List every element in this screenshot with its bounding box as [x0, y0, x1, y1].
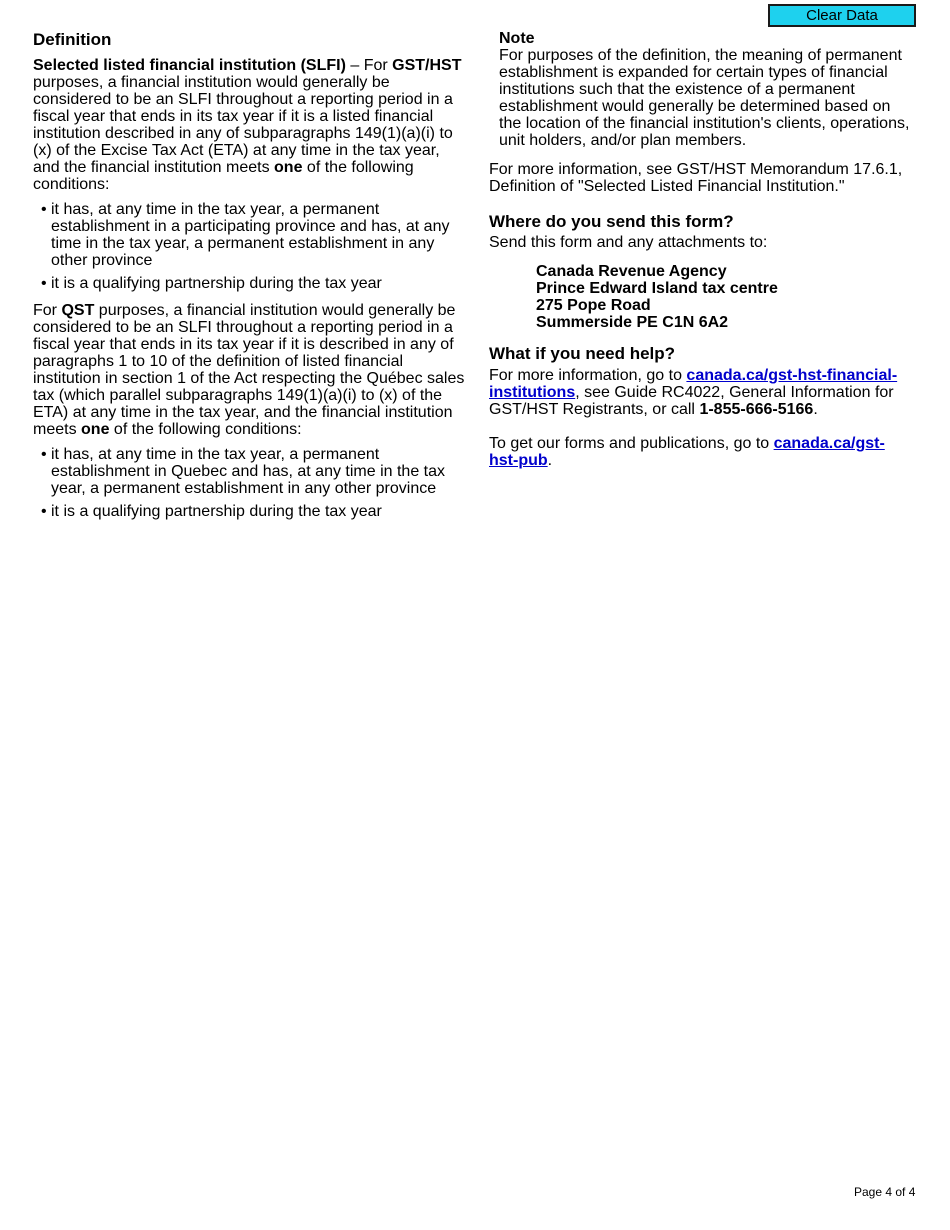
text: of the following conditions:	[109, 421, 302, 438]
gst-conditions-list	[33, 201, 465, 292]
note-heading: Note	[499, 30, 535, 47]
text: purposes, a financial institution would generally be considered to be an SLFI throughout a reporting period in a fiscal year that ends in its tax year if it is described in any of paragraphs 1 to 10 of the definition of listed financial institution in section 1 of the Act respecting the Québec sales tax (which parallel subparagraphs 149(1)(a)(i) to (x) of the ETA) at any time in the tax year, and the financial institution meets	[33, 302, 465, 438]
text: purposes, a financial institution would generally be considered to be an SLFI throughout a reporting period in a fiscal year that ends in its tax year if it is a listed financial institution described in any of subparagraphs 149(1)(a)(i) to (x) of the Excise Tax Act (ETA) at any time in the tax year, and the financial institution meets	[33, 74, 453, 176]
mailing-address	[536, 263, 914, 331]
address-line: Summerside PE C1N 6A2	[536, 314, 729, 331]
clear-data-button[interactable]: Clear Data	[768, 4, 916, 27]
definition-column	[33, 30, 465, 526]
qst-conditions-list	[33, 446, 465, 520]
note-body: For purposes of the definition, the meaning of permanent establishment is expanded for certain types of financial institutions such that the existence of a permanent establishment would generally be determined based on the location of the financial institution's clients, operations, unit holders, and/or plan members.	[499, 47, 910, 149]
forms-publications-link[interactable]: canada.ca/gst-hst-pub	[489, 435, 885, 469]
list-item: • it has, at any time in the tax year, a permanent establishment in Quebec and has, at any time in the tax year, a permanent establishment in any other province	[33, 446, 465, 497]
text: To get our forms and publications, go to	[489, 435, 774, 452]
qst-term: QST	[61, 302, 95, 319]
forms-paragraph	[489, 435, 914, 469]
slfi-qst-paragraph	[33, 302, 465, 438]
memorandum-reference: For more information, see GST/HST Memorandum 17.6.1, Definition of "Selected Listed Financial Institution."	[489, 161, 903, 195]
list-item: • it has, at any time in the tax year, a permanent establishment in a participating province and has, at any time in the tax year, a permanent establishment in any other province	[33, 201, 465, 269]
one-emphasis: one	[274, 159, 303, 176]
page-number: Page 4 of 4	[854, 1185, 916, 1199]
note-block	[489, 30, 914, 149]
send-heading: Where do you send this form?	[489, 212, 734, 231]
list-item: • it is a qualifying partnership during the tax year	[33, 503, 465, 520]
phone-number: 1-855-666-5166	[699, 401, 814, 418]
text: .	[547, 452, 553, 469]
send-intro: Send this form and any attachments to:	[489, 234, 768, 251]
text: – For	[345, 57, 393, 74]
address-line: Prince Edward Island tax centre	[536, 280, 778, 297]
slfi-term: Selected listed financial institution (SLFI)	[33, 57, 346, 74]
text: .	[813, 401, 818, 418]
list-item: • it is a qualifying partnership during the tax year	[33, 275, 465, 292]
definition-heading: Definition	[33, 30, 112, 49]
one-emphasis: one	[81, 421, 110, 438]
help-heading: What if you need help?	[489, 344, 676, 363]
slfi-gst-paragraph	[33, 57, 465, 193]
address-line: Canada Revenue Agency	[536, 263, 727, 280]
help-paragraph	[489, 367, 914, 418]
text: of the following conditions:	[33, 159, 414, 193]
gst-hst-term: GST/HST	[392, 57, 462, 74]
info-column	[489, 30, 914, 469]
financial-institutions-link[interactable]: canada.ca/gst-hst-financial-institutions	[489, 367, 898, 401]
text: For	[33, 302, 62, 319]
text: , see Guide RC4022, General Information for GST/HST Registrants, or call	[489, 384, 894, 418]
address-line: 275 Pope Road	[536, 297, 651, 314]
text: For more information, go to	[489, 367, 687, 384]
